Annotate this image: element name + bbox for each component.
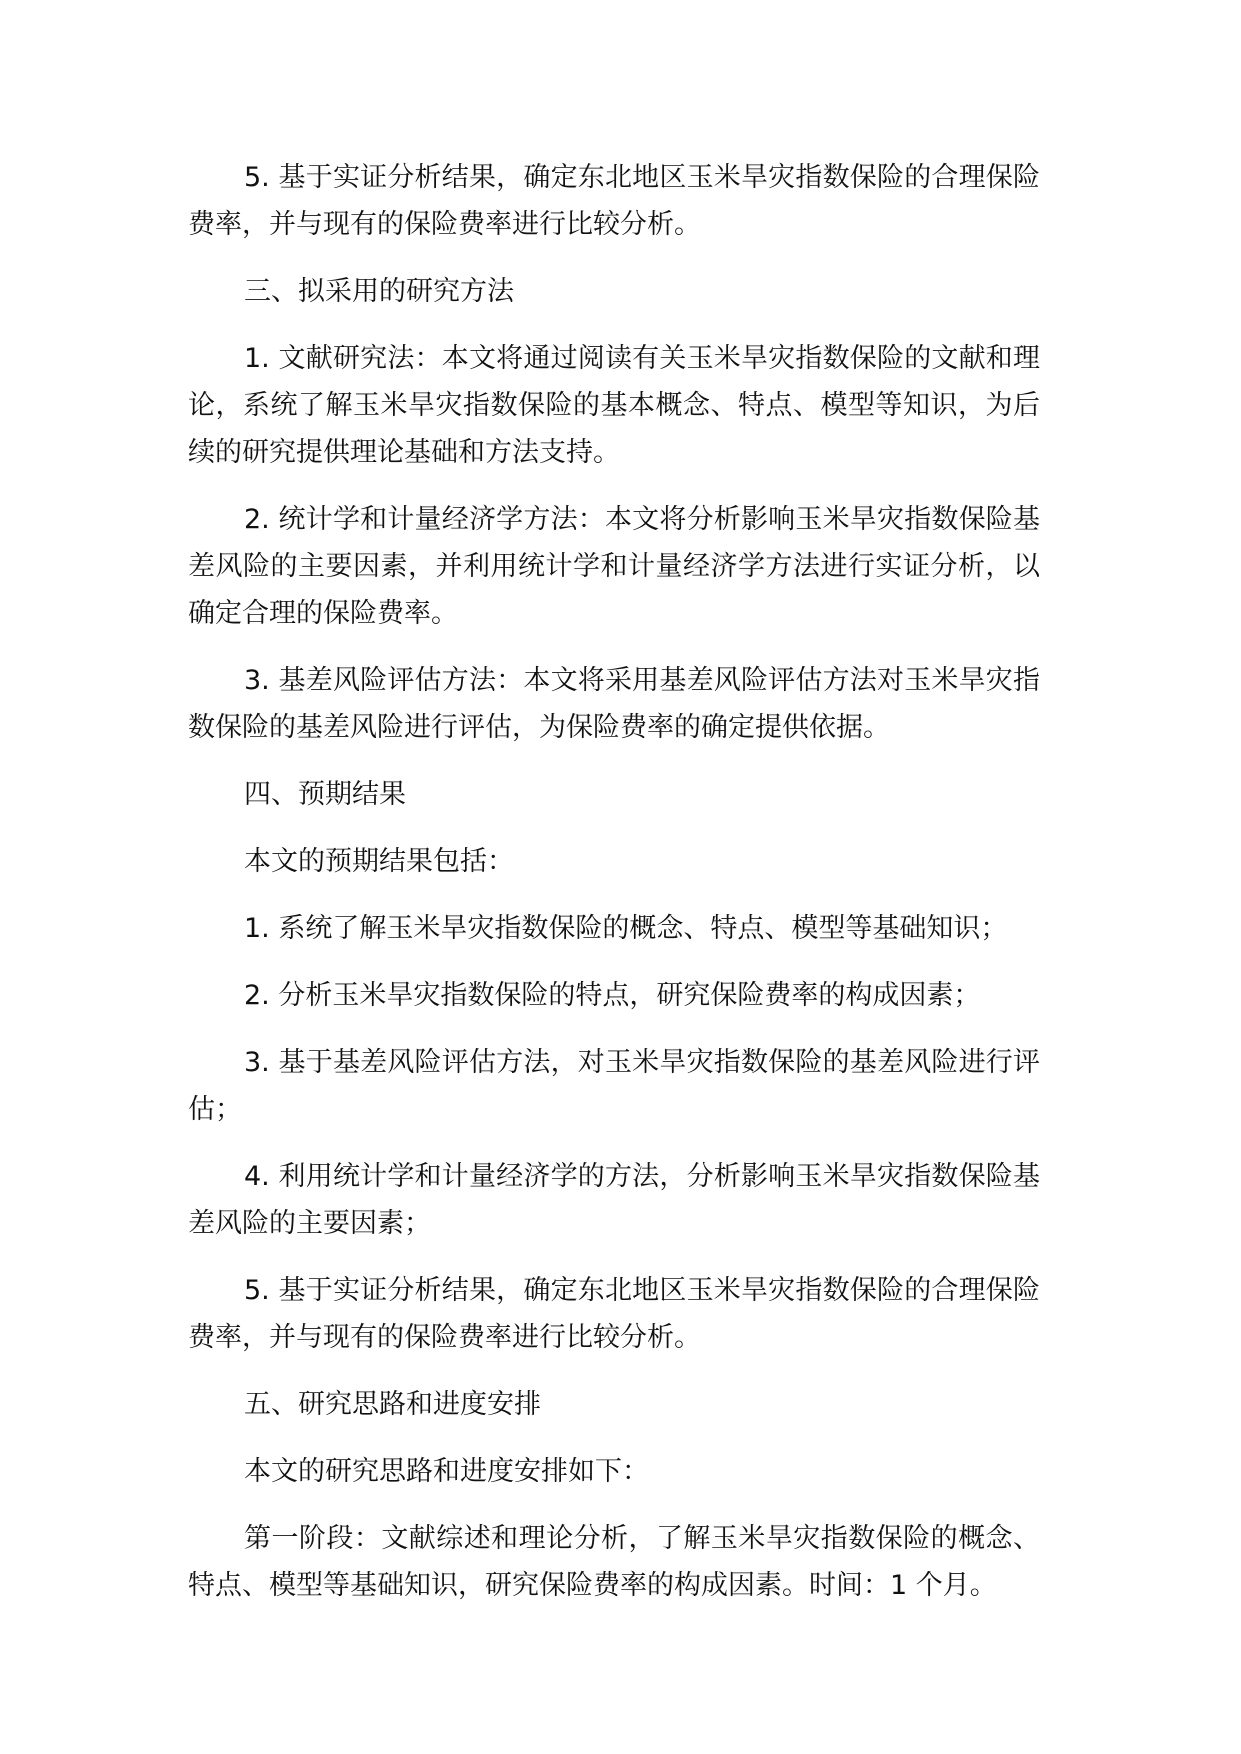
- paragraph-stage-1: 第一阶段：文献综述和理论分析，了解玉米旱灾指数保险的概念、特点、模型等基础知识，研究保险费率的构成因素。时间：1 个月。: [188, 1523, 1040, 1601]
- paragraph-method-3: 3. 基差风险评估方法：本文将采用基差风险评估方法对玉米旱灾指数保险的基差风险进行评估，为保险费率的确定提供依据。: [188, 665, 1040, 743]
- paragraph-goal-5: 5. 基于实证分析结果，确定东北地区玉米旱灾指数保险的合理保险费率，并与现有的保险费率进行比较分析。: [188, 162, 1040, 240]
- paragraph-result-1: 1. 系统了解玉米旱灾指数保险的概念、特点、模型等基础知识；: [244, 913, 1008, 944]
- paragraph-results-intro: 本文的预期结果包括：: [244, 846, 514, 877]
- paragraph-result-5: 5. 基于实证分析结果，确定东北地区玉米旱灾指数保险的合理保险费率，并与现有的保险费率进行比较分析。: [188, 1275, 1040, 1353]
- paragraph-method-1: 1. 文献研究法：本文将通过阅读有关玉米旱灾指数保险的文献和理论，系统了解玉米旱灾指数保险的基本概念、特点、模型等知识，为后续的研究提供理论基础和方法支持。: [188, 343, 1040, 468]
- document-body: [188, 154, 1040, 1629]
- paragraph-result-4: 4. 利用统计学和计量经济学的方法，分析影响玉米旱灾指数保险基差风险的主要因素；: [188, 1161, 1040, 1239]
- heading-expected-results: 四、预期结果: [244, 779, 406, 810]
- paragraph-result-2: 2. 分析玉米旱灾指数保险的特点，研究保险费率的构成因素；: [244, 980, 981, 1011]
- heading-research-plan: 五、研究思路和进度安排: [244, 1389, 541, 1420]
- paragraph-result-3: 3. 基于基差风险评估方法，对玉米旱灾指数保险的基差风险进行评估；: [188, 1047, 1040, 1125]
- paragraph-method-2: 2. 统计学和计量经济学方法：本文将分析影响玉米旱灾指数保险基差风险的主要因素，并利用统计学和计量经济学方法进行实证分析，以确定合理的保险费率。: [188, 504, 1040, 629]
- paragraph-plan-intro: 本文的研究思路和进度安排如下：: [244, 1456, 649, 1487]
- heading-research-methods: 三、拟采用的研究方法: [244, 276, 514, 307]
